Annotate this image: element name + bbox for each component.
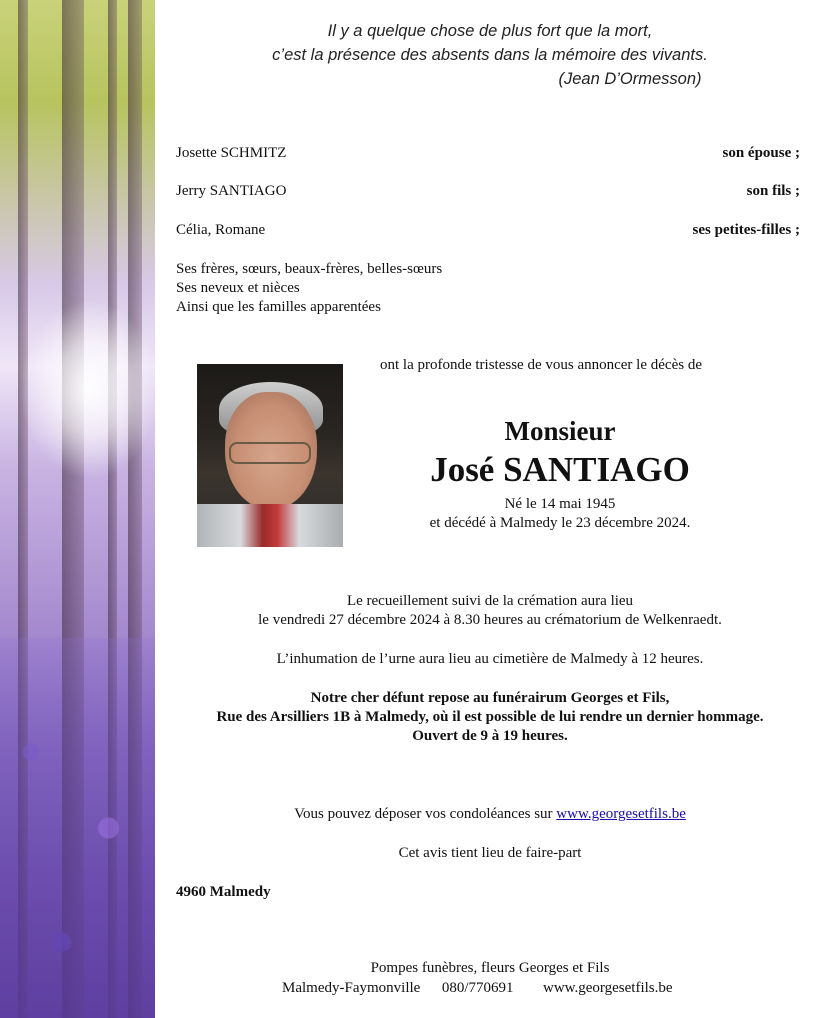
announcement-text: ont la profonde tristesse de vous annoncer le décès de: [380, 357, 702, 373]
footer-phone: 080/770691: [441, 980, 514, 996]
footer-line-1: Pompes funèbres, fleurs Georges et Fils: [370, 960, 610, 976]
quote-author: (Jean D’Ormesson): [558, 70, 702, 88]
funeral-home-line-1: Notre cher défunt repose au funérairum Georges et Fils,: [310, 690, 670, 706]
ceremony-line-1: Le recueillement suivi de la crémation aura lieu: [346, 593, 634, 609]
deceased-name: José SANTIAGO: [430, 450, 690, 489]
deceased-title: Monsieur: [504, 416, 616, 446]
quote-line-2: c’est la présence des absents dans la mémoire des vivants.: [272, 46, 708, 64]
footer-website: www.georgesetfils.be: [542, 980, 673, 996]
condolences-link[interactable]: www.georgesetfils.be: [556, 806, 686, 822]
notice-text: Cet avis tient lieu de faire-part: [398, 845, 582, 861]
deceased-born: Né le 14 mai 1945: [504, 496, 616, 512]
family-line-3: Ainsi que les familles apparentées: [176, 299, 381, 315]
forest-side-image: [0, 0, 155, 1018]
relative-name-2: Jerry SANTIAGO: [176, 183, 287, 199]
quote-line-1: Il y a quelque chose de plus fort que la mort,: [327, 22, 653, 40]
family-line-1: Ses frères, sœurs, beaux-frères, belles-sœurs: [176, 261, 443, 277]
relative-name-3: Célia, Romane: [176, 222, 266, 238]
relative-name-1: Josette SCHMITZ: [176, 145, 287, 161]
condolences-text: Vous pouvez déposer vos condoléances sur: [294, 806, 553, 822]
urn-burial: L’inhumation de l’urne aura lieu au cimetière de Malmedy à 12 heures.: [276, 651, 704, 667]
footer-line-2: [282, 980, 673, 997]
funeral-home-line-2: Rue des Arsilliers 1B à Malmedy, où il est possible de lui rendre un dernier hommage.: [216, 709, 764, 725]
location: 4960 Malmedy: [176, 884, 271, 900]
footer-city: Malmedy-Faymonville: [282, 980, 421, 996]
condolences: [160, 806, 820, 823]
relative-relation-1: son épouse ;: [722, 145, 800, 161]
ceremony-line-2: le vendredi 27 décembre 2024 à 8.30 heures au crématorium de Welkenraedt.: [258, 612, 722, 628]
deceased-died: et décédé à Malmedy le 23 décembre 2024.: [429, 515, 691, 531]
relative-relation-3: ses petites-filles ;: [692, 222, 800, 238]
family-line-2: Ses neveux et nièces: [176, 280, 300, 296]
funeral-home-hours: Ouvert de 9 à 19 heures.: [412, 728, 568, 744]
relative-relation-2: son fils ;: [746, 183, 800, 199]
deceased-photo: [197, 364, 343, 547]
